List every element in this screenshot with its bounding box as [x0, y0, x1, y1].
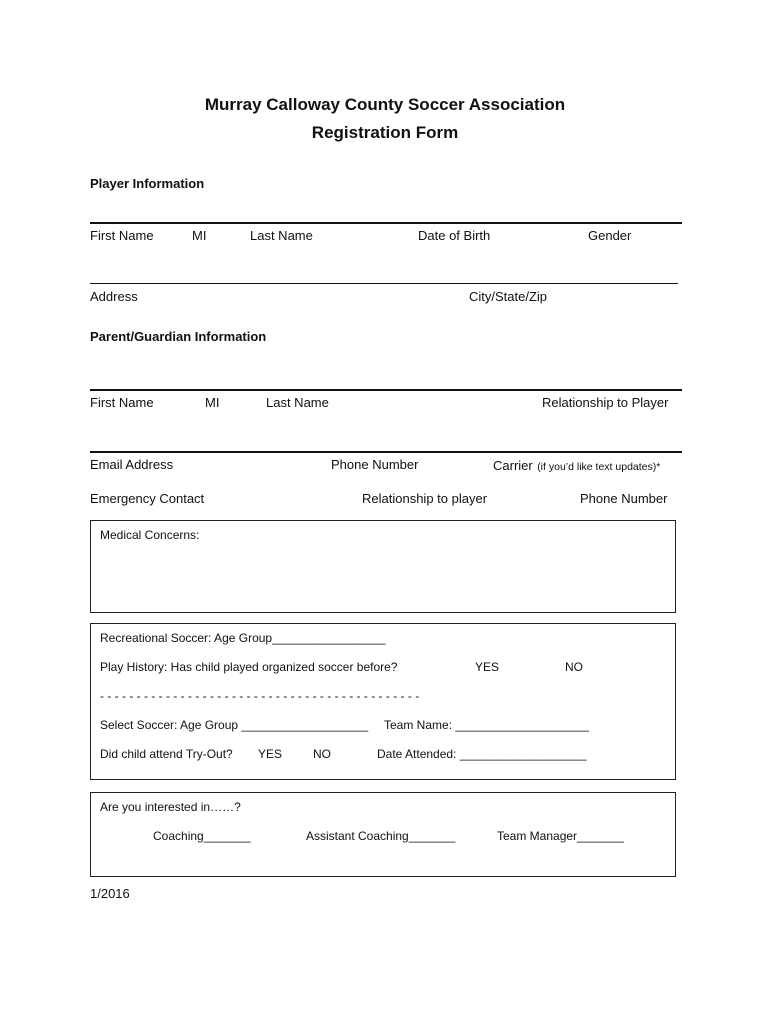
soccer-program-box [90, 623, 676, 780]
medical-concerns-box[interactable] [90, 520, 676, 613]
form-title: Murray Calloway County Soccer Association [204, 95, 566, 114]
rec-age-group-field[interactable]: Recreational Soccer: Age Group_________________ [100, 631, 386, 645]
play-history-question: Play History: Has child played organized soccer before? [100, 660, 398, 674]
player-info-heading: Player Information [90, 176, 205, 191]
form-subtitle: Registration Form [311, 123, 459, 142]
player-dob-label: Date of Birth [418, 228, 491, 243]
tryout-yes[interactable]: YES [258, 747, 283, 761]
guardian-email-label: Email Address [90, 457, 174, 472]
form-revision-date: 1/2016 [90, 886, 130, 901]
emergency-relationship-label: Relationship to player [362, 491, 488, 506]
guardian-carrier-label: Carrier [493, 458, 533, 473]
play-history-yes[interactable]: YES [475, 660, 500, 674]
play-history-no[interactable]: NO [565, 660, 583, 674]
guardian-mi-label: MI [205, 395, 220, 410]
player-address-label: Address [90, 289, 138, 304]
player-city-state-zip-label: City/State/Zip [469, 289, 548, 304]
guardian-carrier-note: (if you’d like text updates)* [537, 461, 661, 473]
guardian-contact-line[interactable] [90, 451, 682, 453]
player-last-name-label: Last Name [250, 228, 313, 243]
guardian-phone-label: Phone Number [331, 457, 419, 472]
section-divider: - - - - - - - - - - - - - - - - - - - - - - - - - - - - - - - - - - - - - - - - - - - - [100, 689, 420, 703]
guardian-info-heading: Parent/Guardian Information [90, 329, 267, 344]
guardian-carrier-field [493, 457, 660, 475]
emergency-phone-label: Phone Number [580, 491, 668, 506]
guardian-first-name-label: First Name [90, 395, 154, 410]
medical-concerns-label: Medical Concerns: [100, 528, 200, 542]
assistant-coaching-option[interactable]: Assistant Coaching_______ [306, 829, 456, 843]
player-gender-label: Gender [588, 228, 632, 243]
date-attended-field[interactable]: Date Attended: ___________________ [377, 747, 587, 761]
team-name-field[interactable]: Team Name: ____________________ [384, 718, 589, 732]
team-manager-option[interactable]: Team Manager_______ [497, 829, 624, 843]
player-first-name-label: First Name [90, 228, 154, 243]
interest-question: Are you interested in……? [100, 800, 241, 814]
player-name-line[interactable] [90, 222, 682, 224]
select-age-group-field[interactable]: Select Soccer: Age Group ___________________ [100, 718, 369, 732]
guardian-relationship-label: Relationship to Player [542, 395, 669, 410]
volunteer-interest-box [90, 792, 676, 877]
coaching-option[interactable]: Coaching_______ [153, 829, 251, 843]
tryout-no[interactable]: NO [313, 747, 331, 761]
guardian-last-name-label: Last Name [266, 395, 329, 410]
guardian-name-line[interactable] [90, 389, 682, 391]
player-address-line[interactable] [90, 283, 678, 284]
player-mi-label: MI [192, 228, 207, 243]
tryout-question: Did child attend Try-Out? [100, 747, 233, 761]
emergency-contact-label: Emergency Contact [90, 491, 205, 506]
